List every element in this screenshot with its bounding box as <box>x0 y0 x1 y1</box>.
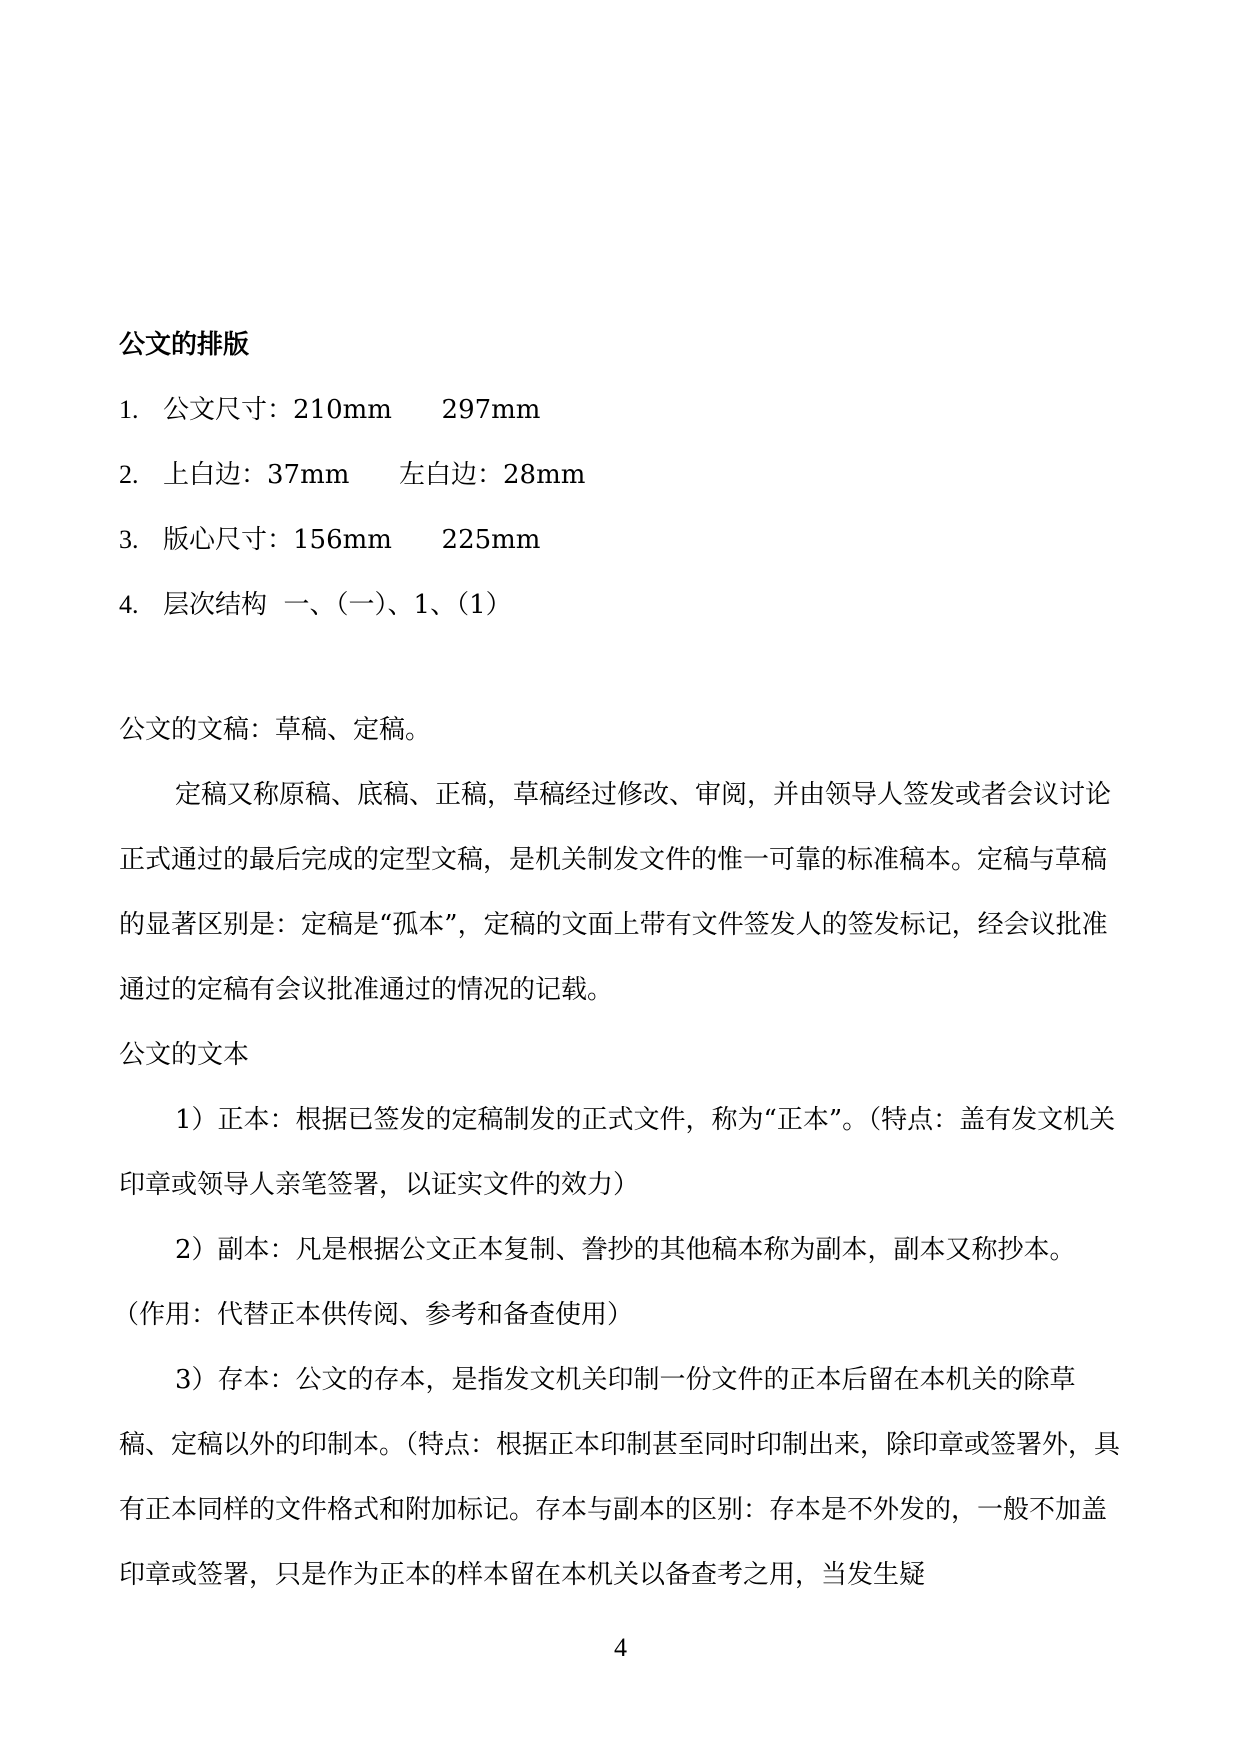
list-item <box>119 390 585 455</box>
list-item <box>119 455 585 520</box>
duplicate-copy-paragraph: 2）副本：凡是根据公文正本复制、誊抄的其他稿本称为副本，副本又称抄本。 <box>175 1235 1076 1265</box>
duplicate-copy-note: （作用：代替正本供传阅、参考和备查使用） <box>113 1300 634 1330</box>
list-item-text: 公文尺寸：210mm 297mm <box>163 395 541 425</box>
list-item-number: 1. <box>119 395 139 424</box>
list-item-text: 上白边：37mm 左白边：28mm <box>163 460 586 490</box>
layout-spec-list <box>119 390 585 650</box>
list-item-text: 版心尺寸：156mm 225mm <box>163 525 541 555</box>
drafts-paragraph: 定稿又称原稿、底稿、正稿，草稿经过修改、审阅，并由领导人签发或者会议讨论正式通过的最后完成的定型文稿，是机关制发文件的惟一可靠的标准稿本。定稿与草稿的显著区别是：定稿是“孤本”，定稿的文面上带有文件签发人的签发标记，经会议批准通过的定稿有会议批准通过的情况的记载。 <box>119 780 1112 1005</box>
versions-line: 公文的文本 <box>119 1040 250 1070</box>
original-copy-paragraph: 1）正本：根据已签发的定稿制发的正式文件，称为“正本”。（特点：盖有发文机关印章或领导人亲笔签署，以证实文件的效力） <box>119 1105 1116 1200</box>
section-heading: 公文的排版 <box>119 330 250 360</box>
list-item <box>119 585 585 650</box>
archive-copy-paragraph: 3）存本：公文的存本，是指发文机关印制一份文件的正本后留在本机关的除草稿、定稿以外的印制本。（特点：根据正本印制甚至同时印制出来，除印章或签署外，具有正本同样的文件格式和附加标记。存本与副本的区别：存本是不外发的，一般不加盖印章或签署，只是作为正本的样本留在本机关以备查考之用，当发生疑 <box>119 1365 1121 1590</box>
drafts-line: 公文的文稿：草稿、定稿。 <box>119 715 432 745</box>
list-item-number: 3. <box>119 525 139 554</box>
list-item-number: 4. <box>119 590 139 619</box>
list-item <box>119 520 585 585</box>
page-number: 4 <box>614 1633 627 1662</box>
list-item-text: 层次结构 一、（一）、1、（1） <box>163 590 512 620</box>
list-item-number: 2. <box>119 460 139 489</box>
